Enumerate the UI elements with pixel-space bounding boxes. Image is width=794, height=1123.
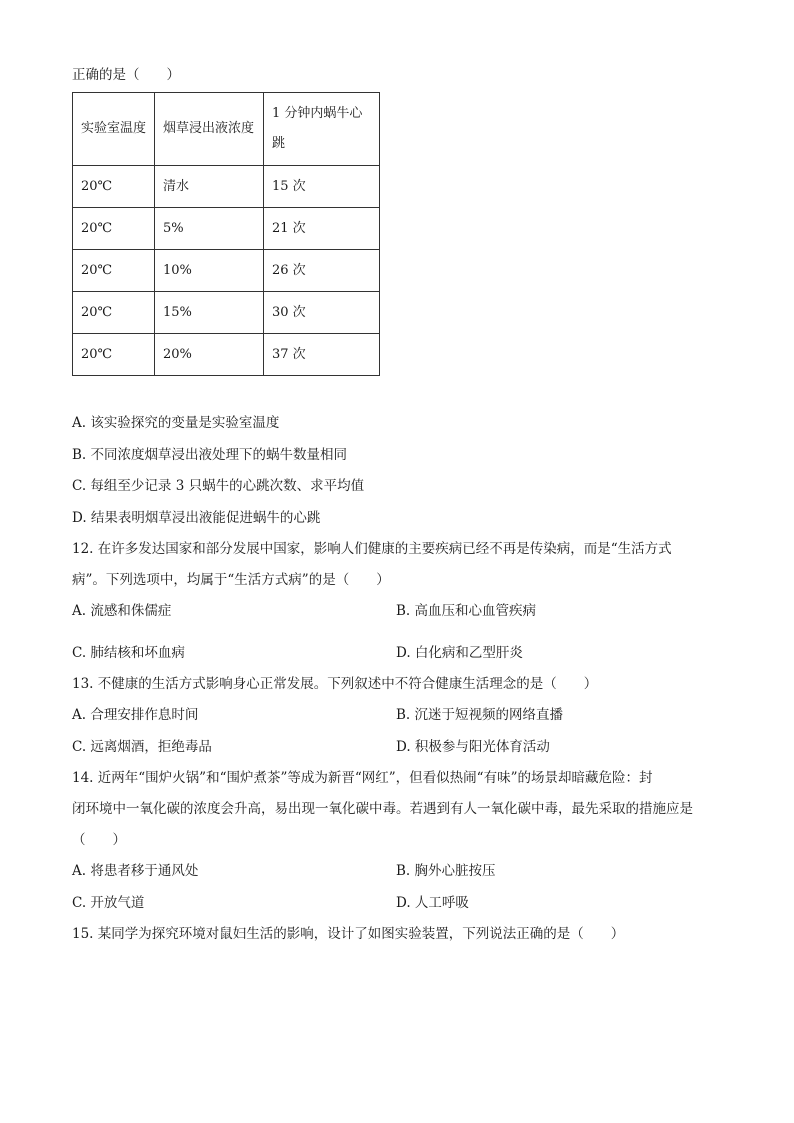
cell-concentration: 5% (155, 208, 264, 250)
q14-stem-line1: 14. 近两年“围炉火锅”和“围炉煮茶”等成为新晋“网红”，但看似热闹“有味”的场景却暗藏危险：封 (72, 770, 653, 786)
q13-stem-line1: 13. 不健康的生活方式影响身心正常发展。下列叙述中不符合健康生活理念的是（ ） (72, 676, 598, 692)
cell-temperature: 20℃ (73, 292, 155, 334)
q12-option-a: A. 流感和侏儒症 (72, 603, 172, 619)
q13-option-b: B. 沉迷于短视频的网络直播 (396, 707, 564, 723)
q12-stem-line1: 12. 在许多发达国家和部分发展中国家，影响人们健康的主要疾病已经不再是传染病，而是“生活方式 (72, 541, 672, 557)
table-row (73, 334, 380, 376)
cell-temperature: 20℃ (73, 166, 155, 208)
cell-temperature: 20℃ (73, 208, 155, 250)
q12-option-b: B. 高血压和心血管疾病 (396, 603, 537, 619)
q13-option-c: C. 远离烟酒，拒绝毒品 (72, 739, 212, 755)
cell-temperature: 20℃ (73, 250, 155, 292)
cell-temperature: 20℃ (73, 334, 155, 376)
table-row (73, 250, 380, 292)
q11-option-c: C. 每组至少记录 3 只蜗牛的心跳次数、求平均值 (72, 478, 365, 494)
q14-stem-line2: 闭环境中一氧化碳的浓度会升高，易出现一氧化碳中毒。若遇到有人一氧化碳中毒，最先采取的措施应是 (72, 801, 693, 817)
experiment-table (72, 92, 380, 376)
cell-heartbeat: 26 次 (264, 250, 380, 292)
cell-concentration: 10% (155, 250, 264, 292)
q14-stem-line3: （ ） (72, 832, 126, 848)
q14-option-b: B. 胸外心脏按压 (396, 863, 496, 879)
q14-option-c: C. 开放气道 (72, 895, 145, 911)
header-heartbeat: 1 分钟内蜗牛心跳 (264, 93, 380, 166)
q11-option-a: A. 该实验探究的变量是实验室温度 (72, 415, 280, 431)
cell-heartbeat: 21 次 (264, 208, 380, 250)
q14-option-d: D. 人工呼吸 (396, 895, 469, 911)
q13-option-d: D. 积极参与阳光体育活动 (396, 739, 550, 755)
cell-heartbeat: 15 次 (264, 166, 380, 208)
cell-concentration: 清水 (155, 166, 264, 208)
question-11-stem-tail: 正确的是（ ） (72, 67, 180, 83)
cell-concentration: 20% (155, 334, 264, 376)
table-row (73, 166, 380, 208)
q12-stem-line2: 病”。下列选项中，均属于“生活方式病”的是（ ） (72, 572, 390, 588)
cell-heartbeat: 37 次 (264, 334, 380, 376)
table-row (73, 292, 380, 334)
q13-option-a: A. 合理安排作息时间 (72, 707, 199, 723)
cell-concentration: 15% (155, 292, 264, 334)
q12-option-d: D. 白化病和乙型肝炎 (396, 645, 523, 661)
table-header-row (73, 93, 380, 166)
q12-option-c: C. 肺结核和坏血病 (72, 645, 185, 661)
q11-option-b: B. 不同浓度烟草浸出液处理下的蜗牛数量相同 (72, 447, 348, 463)
q14-option-a: A. 将患者移于通风处 (72, 863, 199, 879)
header-concentration: 烟草浸出液浓度 (155, 93, 264, 166)
cell-heartbeat: 30 次 (264, 292, 380, 334)
header-temperature: 实验室温度 (73, 93, 155, 166)
q11-option-d: D. 结果表明烟草浸出液能促进蜗牛的心跳 (72, 510, 321, 526)
q15-stem-line1: 15. 某同学为探究环境对鼠妇生活的影响，设计了如图实验装置，下列说法正确的是（ ） (72, 926, 625, 942)
table-row (73, 208, 380, 250)
